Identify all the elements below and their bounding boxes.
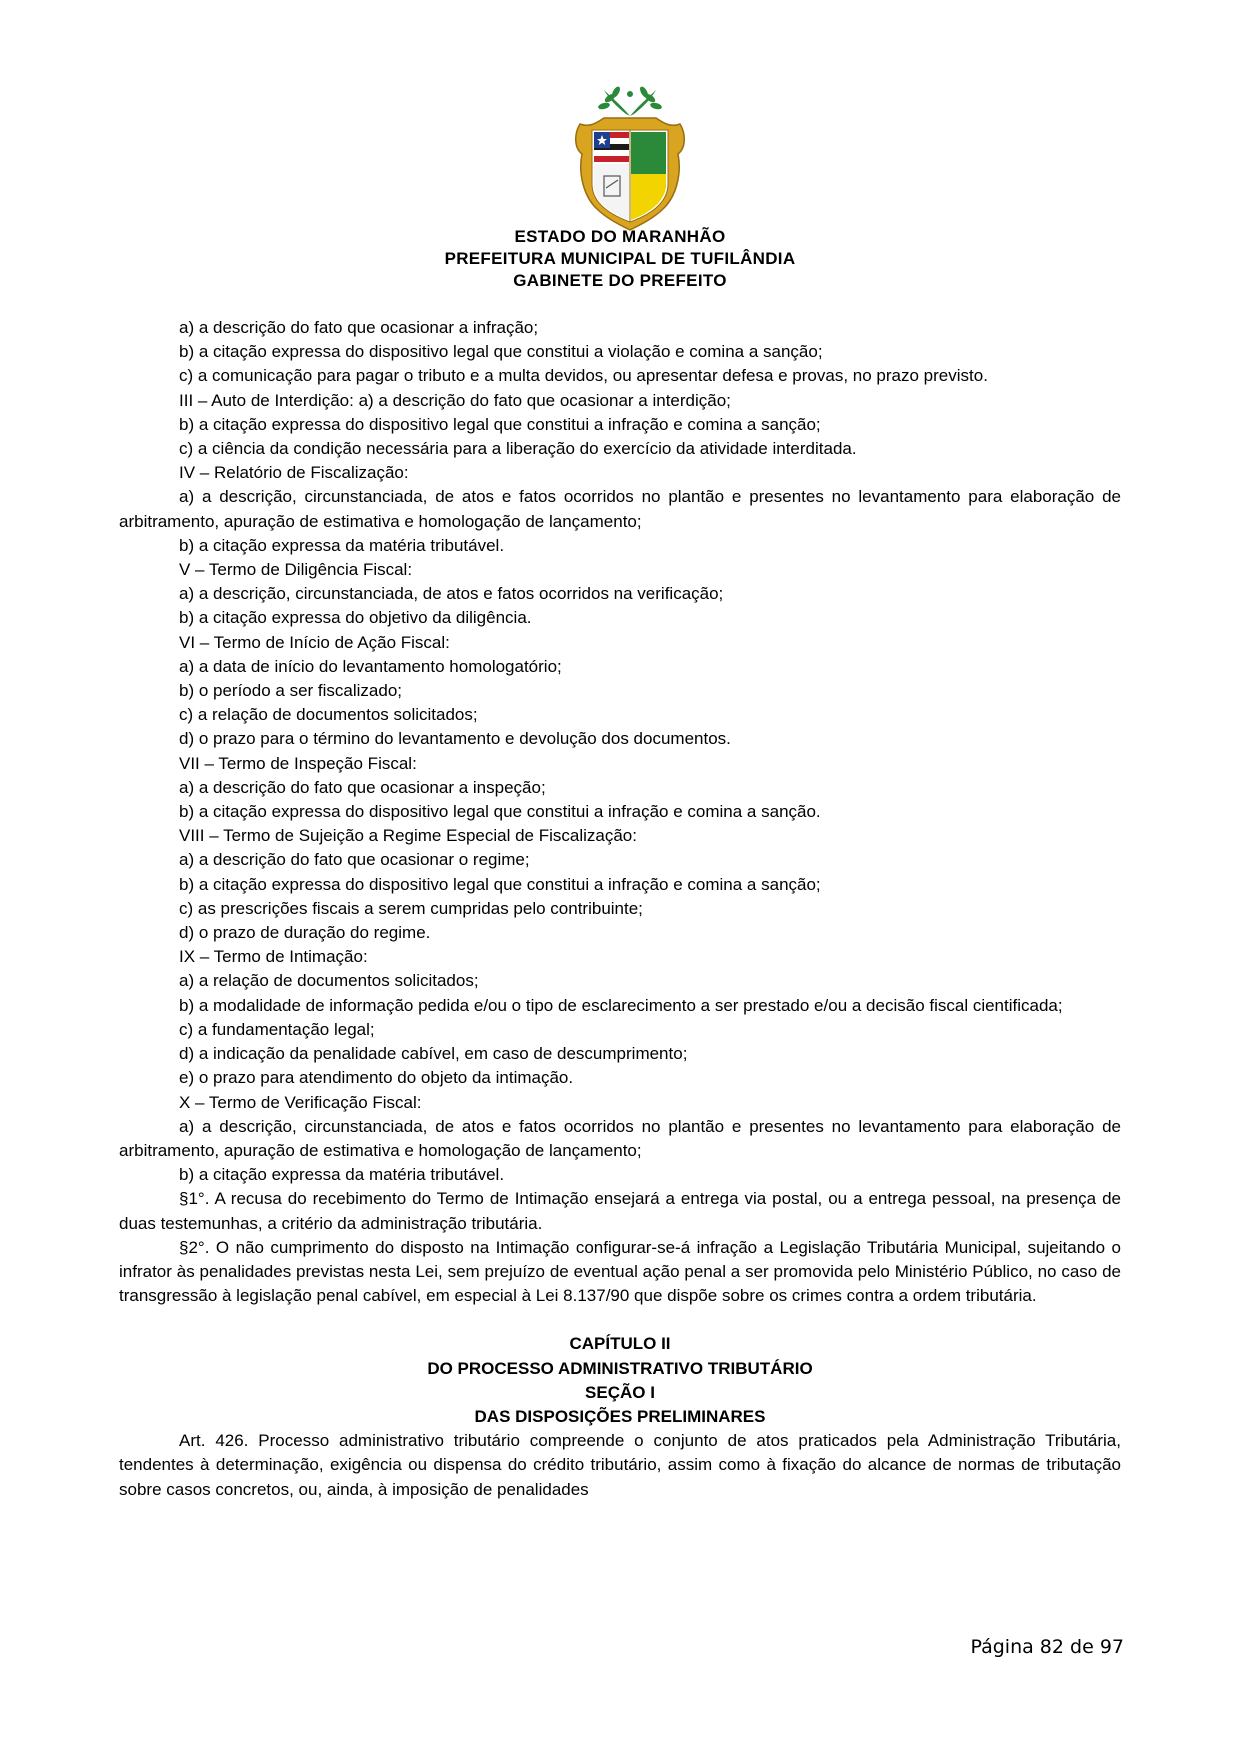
- paragraph: a) a relação de documentos solicitados;: [179, 971, 479, 991]
- paragraph: c) a fundamentação legal;: [179, 1019, 375, 1039]
- paragraph: a) a descrição do fato que ocasionar a infração;: [179, 318, 539, 337]
- paragraph: b) a citação expressa da matéria tributável.: [179, 1165, 505, 1185]
- paragraph: b) a citação expressa da matéria tributável.: [179, 535, 505, 555]
- page-number: Página 82 de 97: [970, 1636, 1124, 1658]
- paragraph: III – Auto de Interdição: a) a descrição do fato que ocasionar a interdição;: [179, 390, 731, 410]
- paragraph: c) a ciência da condição necessária para a liberação do exercício da atividade interditada.: [179, 439, 857, 459]
- paragraph: IV – Relatório de Fiscalização:: [179, 463, 409, 483]
- section-heading: SEÇÃO I: [585, 1382, 655, 1402]
- paragraph: d) o prazo de duração do regime.: [179, 923, 431, 943]
- header-state: ESTADO DO MARANHÃO: [514, 227, 726, 246]
- paragraph: c) a relação de documentos solicitados;: [179, 705, 478, 725]
- paragraph: a) a descrição do fato que ocasionar o regime;: [179, 850, 530, 870]
- paragraph: VII – Termo de Inspeção Fiscal:: [179, 753, 417, 773]
- paragraph: a) a descrição, circunstanciada, de atos e fatos ocorridos no plantão e presentes no levantamento para elaboração de arbitramento, apuração de estimativa e homologação de lançamento;: [119, 487, 1121, 531]
- paragraph: c) a comunicação para pagar o tributo e a multa devidos, ou apresentar defesa e provas, no prazo previsto.: [179, 366, 988, 386]
- paragraph: Art. 426. Processo administrativo tributário compreende o conjunto de atos praticados pela Administração Tributária, tendentes à determinação, exigência ou dispensa do crédito tributário, assim como à fixação do alcance de normas de tributação sobre casos concretos, ou, ainda, à imposição de penalidades: [119, 1431, 1121, 1499]
- paragraph: V – Termo de Diligência Fiscal:: [179, 560, 413, 580]
- paragraph: a) a data de início do levantamento homologatório;: [179, 656, 562, 676]
- paragraph: §2°. O não cumprimento do disposto na Intimação configurar-se-á infração a Legislação Tributária Municipal, sujeitando o infrator às penalidades previstas nesta Lei, sem prejuízo de eventual ação penal a ser promovida pelo Ministério Público, no caso de transgressão à legislação penal cabível, em especial à Lei 8.137/90 que dispõe sobre os crimes contra a ordem tributária.: [119, 1237, 1121, 1306]
- paragraph: b) a citação expressa do dispositivo legal que constitui a infração e comina a sanção;: [179, 414, 821, 434]
- paragraph: a) a descrição, circunstanciada, de atos e fatos ocorridos no plantão e presentes no levantamento para elaboração de arbitramento, apuração de estimativa e homologação de lançamento;: [119, 1116, 1121, 1160]
- paragraph: d) o prazo para o término do levantamento e devolução dos documentos.: [179, 729, 731, 749]
- document-body: [119, 316, 1121, 1502]
- laurel-wreath-icon: [597, 85, 662, 116]
- header-prefecture: PREFEITURA MUNICIPAL DE TUFILÂNDIA: [444, 249, 796, 268]
- chapter-title: DO PROCESSO ADMINISTRATIVO TRIBUTÁRIO: [427, 1358, 813, 1378]
- paragraph: X – Termo de Verificação Fiscal:: [179, 1092, 422, 1112]
- document-header: [0, 226, 1240, 292]
- paragraph: b) a citação expressa do dispositivo legal que constitui a infração e comina a sanção.: [179, 802, 821, 822]
- paragraph: b) a citação expressa do objetivo da diligência.: [179, 608, 532, 628]
- chapter-heading: CAPÍTULO II: [569, 1334, 671, 1354]
- paragraph: §1°. A recusa do recebimento do Termo de Intimação ensejará a entrega via postal, ou a entrega pessoal, na presença de duas testemunhas, a critério da administração tributária.: [119, 1189, 1121, 1233]
- paragraph: e) o prazo para atendimento do objeto da intimação.: [179, 1068, 574, 1088]
- paragraph: b) a modalidade de informação pedida e/ou o tipo de esclarecimento a ser prestado e/ou a decisão fiscal cientificada;: [179, 995, 1063, 1015]
- paragraph: VIII – Termo de Sujeição a Regime Especial de Fiscalização:: [179, 826, 637, 846]
- paragraph: VI – Termo de Início de Ação Fiscal:: [179, 632, 450, 652]
- municipal-coat-of-arms: [570, 84, 690, 232]
- paragraph: IX – Termo de Intimação:: [179, 947, 368, 967]
- paragraph: b) a citação expressa do dispositivo legal que constitui a violação e comina a sanção;: [179, 342, 823, 362]
- paragraph: b) o período a ser fiscalizado;: [179, 681, 403, 701]
- paragraph: c) as prescrições fiscais a serem cumpridas pelo contribuinte;: [179, 898, 643, 918]
- paragraph: a) a descrição, circunstanciada, de atos e fatos ocorridos na verificação;: [179, 584, 724, 604]
- header-office: GABINETE DO PREFEITO: [513, 271, 727, 290]
- paragraph: a) a descrição do fato que ocasionar a inspeção;: [179, 777, 546, 797]
- section-title: DAS DISPOSIÇÕES PRELIMINARES: [474, 1406, 766, 1426]
- paragraph: d) a indicação da penalidade cabível, em caso de descumprimento;: [179, 1044, 688, 1064]
- paragraph: b) a citação expressa do dispositivo legal que constitui a infração e comina a sanção;: [179, 874, 821, 894]
